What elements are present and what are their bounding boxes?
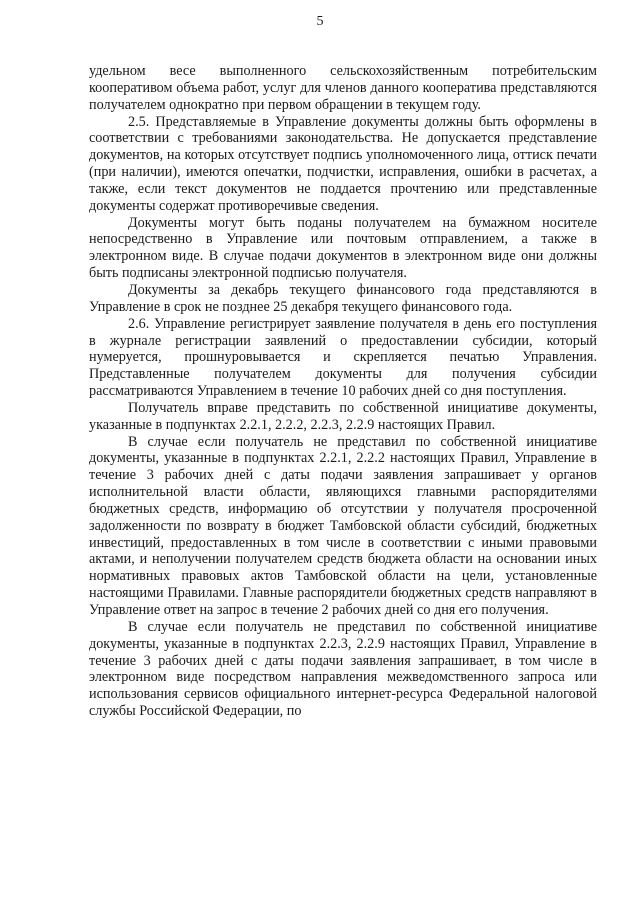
document-body: [89, 63, 597, 720]
paragraph: Документы за декабрь текущего финансового года представляются в Управление в срок не позднее 25 декабря текущего финансового года.: [89, 281, 597, 315]
paragraph: В случае если получатель не представил по собственной инициативе документы, указанные в подпунктах 2.2.1, 2.2.2 настоящих Правил, Управление в течение 3 рабочих дней с даты подачи заявления запрашивает у органов исполнительной власти области, являющихся главными распорядителями бюджетных средств, информацию об отсутствии у получателя просроченной задолженности по возврату в бюджет Тамбовской области субсидий, бюджетных инвестиций, предоставленных в том числе в соответствии с иными правовыми актами, и неполучении получателем средств бюджета области на основании иных нормативных правовых актов Тамбовской области на цели, установленные настоящими Правилами. Главные распорядители бюджетных средств направляют в Управление ответ на запрос в течение 2 рабочих дней со дня его получения.: [89, 433, 597, 618]
paragraph: 2.6. Управление регистрирует заявление получателя в день его поступления в журнале регистрации заявлений о предоставлении субсидии, который нумеруется, прошнуровывается и скрепляется печатью Управления. Представленные получателем документы для получения субсидии рассматриваются Управлением в течение 10 рабочих дней со дня поступления.: [89, 315, 597, 400]
paragraph: В случае если получатель не представил по собственной инициативе документы, указанные в подпунктах 2.2.3, 2.2.9 настоящих Правил, Управление в течение 3 рабочих дней с даты подачи заявления запрашивает, в том числе в электронном виде посредством направления межведомственного запроса или использования сервисов официального интернет-ресурса Федеральной налоговой службы Российской Федерации, по: [89, 618, 597, 720]
paragraph: 2.5. Представляемые в Управление документы должны быть оформлены в соответствии с требованиями законодательства. Не допускается представление документов, на которых отсутствует подпись уполномоченного лица, оттиск печати (при наличии), имеются опечатки, подчистки, исправления, ошибки в расчетах, а также, если текст документов не поддается прочтению или представленные документы содержат противоречивые сведения.: [89, 113, 597, 214]
page-number: 5: [316, 14, 324, 29]
paragraph: удельном весе выполненного сельскохозяйственным потребительским кооперативом объема работ, услуг для членов данного кооператива представляются получателем однократно при первом обращении в текущем году.: [89, 63, 597, 113]
paragraph: Получатель вправе представить по собственной инициативе документы, указанные в подпунктах 2.2.1, 2.2.2, 2.2.3, 2.2.9 настоящих Правил.: [89, 399, 597, 433]
paragraph: Документы могут быть поданы получателем на бумажном носителе непосредственно в Управление или почтовым отправлением, а также в электронном виде. В случае подачи документов в электронном виде они должны быть подписаны электронной подписью получателя.: [89, 214, 597, 282]
